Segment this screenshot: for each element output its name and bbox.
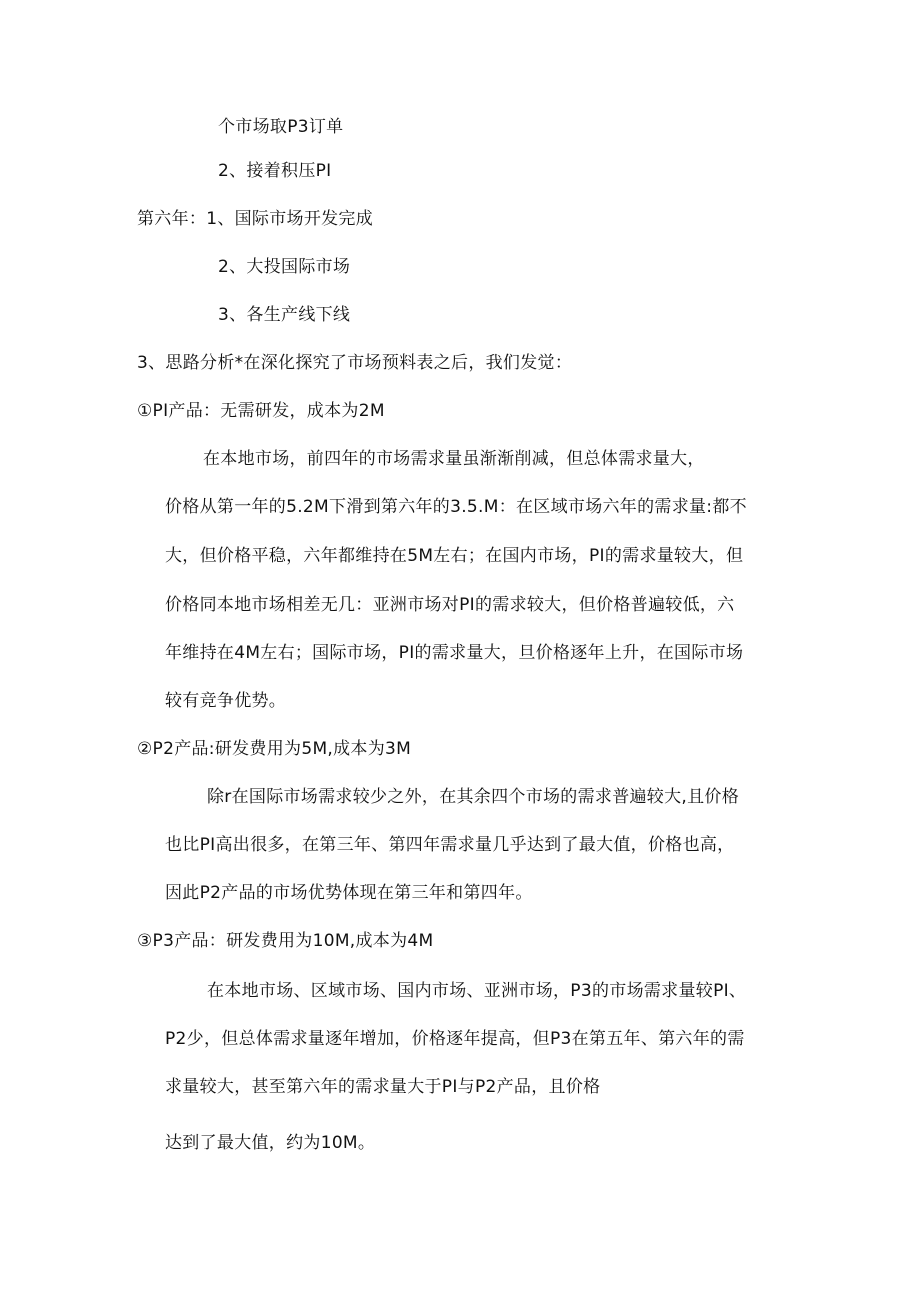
text-line-year-six-2: 2、大投国际市场 [218,257,351,277]
section-heading-analysis: 3、思路分析*在深化探究了市场预料表之后，我们发觉： [137,353,573,373]
p3-paragraph-line-2: P2少，但总体需求量逐年增加，价格逐年提高，但P3在第五年、第六年的需 [165,1029,745,1049]
p3-paragraph-line-1: 在本地市场、区域市场、国内市场、亚洲市场，P3的市场需求量较PI、 [207,981,747,1001]
p1-paragraph-line-3: 价格同本地市场相差无几：亚洲市场对PI的需求较大，但价格普遍较低，六 [165,595,735,615]
text-line-market-p3-order: 个市场取P3订单 [218,117,344,137]
p1-paragraph-line-1: 价格从第一年的5.2M下滑到第六年的3.5.M：在区域市场六年的需求量:都不 [165,497,747,517]
p1-paragraph-line-2: 大，但价格平稳，六年都维持在5M左右；在国内市场，PI的需求量较大，但 [165,546,744,566]
text-line-stock-pi: 2、接着积压PI [218,161,332,181]
p3-heading: ③P3产品：研发费用为10M,成本为4M [137,931,434,951]
p2-heading: ②P2产品:研发费用为5M,成本为3M [137,739,412,759]
p2-paragraph-line-1: 除r在国际市场需求较少之外，在其余四个市场的需求普遍较大,且价格 [207,787,739,807]
p1-heading: ①PI产品：无需研发，成本为2M [137,401,385,421]
p3-paragraph-line-4: 达到了最大值，约为10M。 [165,1133,376,1153]
p3-paragraph-line-3: 求量较大，甚至第六年的需求量大于PI与P2产品，且价格 [165,1077,601,1097]
p1-paragraph-line-5: 较有竞争优势。 [165,691,287,711]
text-line-year-six-1: 第六年：1、国际市场开发完成 [137,209,374,229]
p1-paragraph-line-4: 年维持在4M左右；国际市场，PI的需求量大，旦价格逐年上升，在国际市场 [165,643,744,663]
p2-paragraph-line-3: 因此P2产品的市场优势体现在第三年和第四年。 [165,883,533,903]
p2-paragraph-line-2: 也比PI高出很多，在第三年、第四年需求量几乎达到了最大值，价格也高， [165,835,735,855]
p1-paragraph-first-line: 在本地市场，前四年的市场需求量虽渐渐削减，但总体需求量大， [203,449,705,469]
text-line-year-six-3: 3、各生产线下线 [218,305,351,325]
